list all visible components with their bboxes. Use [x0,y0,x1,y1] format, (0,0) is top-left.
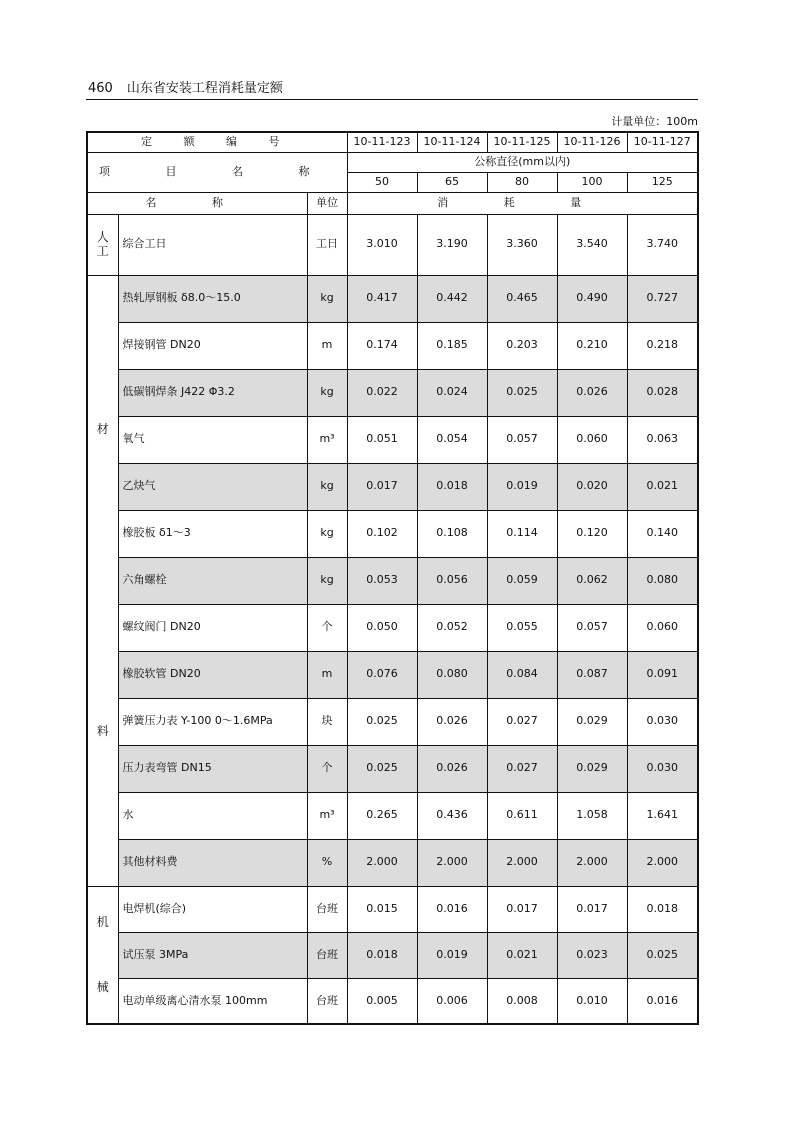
diameter-value: 100 [557,172,627,192]
consumption-value: 0.060 [557,416,627,463]
category-char: 人 [96,230,109,245]
consumption-value: 0.026 [417,745,487,792]
consumption-value: 0.727 [627,275,698,322]
consumption-value: 0.076 [347,651,417,698]
materials-row [87,463,698,510]
materials-row [87,275,698,322]
item-name: 氧气 [118,416,307,463]
col-name-header: 名 称 [87,192,307,214]
consumption-value: 0.055 [487,604,557,651]
consumption-value: 0.059 [487,557,557,604]
unit-note: 计量单位：100m [611,115,698,128]
quota-code-label: 定 额 编 号 [87,132,347,152]
item-name: 橡胶软管 DN20 [118,651,307,698]
consumption-value: 0.091 [627,651,698,698]
consumption-value: 1.641 [627,792,698,839]
consumption-value: 2.000 [417,839,487,886]
consumption-value: 0.010 [557,978,627,1024]
materials-row [87,651,698,698]
item-name: 弹簧压力表 Y-100 0～1.6MPa [118,698,307,745]
consumption-value: 0.017 [347,463,417,510]
consumption-value: 0.080 [627,557,698,604]
machinery-row [87,932,698,978]
item-unit: kg [307,510,347,557]
item-unit: 台班 [307,978,347,1024]
quota-code: 10-11-125 [487,132,557,152]
consumption-value: 0.051 [347,416,417,463]
item-name: 压力表弯管 DN15 [118,745,307,792]
item-name: 橡胶板 δ1～3 [118,510,307,557]
consumption-value: 0.417 [347,275,417,322]
consumption-value: 2.000 [627,839,698,886]
consumption-value: 0.027 [487,745,557,792]
item-name: 综合工日 [118,214,307,275]
consumption-value: 0.050 [347,604,417,651]
consumption-value: 0.021 [487,932,557,978]
consumption-value: 3.010 [347,214,417,275]
consumption-value: 0.027 [487,698,557,745]
consumption-value: 0.006 [417,978,487,1024]
consumption-value: 0.008 [487,978,557,1024]
consumption-value: 0.017 [487,886,557,932]
quota-code: 10-11-123 [347,132,417,152]
consumption-value: 0.080 [417,651,487,698]
consumption-value: 0.016 [417,886,487,932]
consumption-value: 0.018 [627,886,698,932]
consumption-value: 0.016 [627,978,698,1024]
item-unit: 个 [307,604,347,651]
item-unit: m³ [307,792,347,839]
consumption-value: 2.000 [557,839,627,886]
item-name: 试压泵 3MPa [118,932,307,978]
consumption-value: 0.030 [627,745,698,792]
materials-row [87,369,698,416]
consumption-value: 0.174 [347,322,417,369]
header-rule [86,99,698,100]
col-unit-header: 单位 [307,192,347,214]
materials-row [87,745,698,792]
item-name: 电焊机(综合) [118,886,307,932]
category-char: 料 [96,723,109,738]
quota-code-row [87,132,698,152]
diameter-value: 80 [487,172,557,192]
quota-table [86,131,699,1025]
diameter-label: 公称直径(mm以内) [347,152,698,172]
consumption-value: 0.030 [627,698,698,745]
consumption-value: 0.102 [347,510,417,557]
consumption-value: 0.108 [417,510,487,557]
consumption-value: 0.063 [627,416,698,463]
machinery-row [87,978,698,1024]
category-char: 械 [96,979,109,994]
machinery-row [87,886,698,932]
consumption-value: 0.084 [487,651,557,698]
consumption-value: 0.054 [417,416,487,463]
item-name: 焊接钢管 DN20 [118,322,307,369]
materials-row [87,322,698,369]
consumption-value: 3.360 [487,214,557,275]
item-name: 其他材料费 [118,839,307,886]
diameter-value: 125 [627,172,698,192]
consumption-value: 0.023 [557,932,627,978]
consumption-value: 0.025 [627,932,698,978]
item-unit: m³ [307,416,347,463]
consumption-value: 0.025 [347,698,417,745]
page-header [88,74,698,96]
consumption-value: 0.029 [557,698,627,745]
item-name: 热轧厚钢板 δ8.0～15.0 [118,275,307,322]
consumption-value: 0.019 [487,463,557,510]
consumption-value: 0.057 [487,416,557,463]
item-unit: m [307,322,347,369]
col-consumption-header: 消 耗 量 [347,192,698,214]
consumption-value: 0.120 [557,510,627,557]
consumption-value: 0.611 [487,792,557,839]
item-unit: 台班 [307,932,347,978]
page-number: 460 [88,81,113,96]
item-unit: 个 [307,745,347,792]
category-char: 机 [96,914,109,929]
materials-row [87,792,698,839]
consumption-value: 0.018 [417,463,487,510]
materials-row [87,698,698,745]
consumption-value: 0.021 [627,463,698,510]
consumption-value: 0.056 [417,557,487,604]
consumption-value: 1.058 [557,792,627,839]
item-name: 螺纹阀门 DN20 [118,604,307,651]
category-char: 工 [96,243,109,258]
item-name: 电动单级离心清水泵 100mm [118,978,307,1024]
consumption-value: 2.000 [347,839,417,886]
item-unit: 块 [307,698,347,745]
materials-row [87,510,698,557]
consumption-value: 0.087 [557,651,627,698]
consumption-value: 0.028 [627,369,698,416]
category-char: 材 [96,422,109,437]
consumption-value: 0.017 [557,886,627,932]
item-name: 低碳钢焊条 J422 Φ3.2 [118,369,307,416]
consumption-value: 0.018 [347,932,417,978]
item-unit: kg [307,369,347,416]
labor-category [87,214,118,275]
consumption-value: 0.029 [557,745,627,792]
item-name: 六角螺栓 [118,557,307,604]
item-name-label: 项 目 名 称 [87,152,347,192]
materials-row [87,839,698,886]
diameter-value: 50 [347,172,417,192]
item-unit: % [307,839,347,886]
consumption-value: 0.114 [487,510,557,557]
consumption-value: 0.024 [417,369,487,416]
consumption-value: 3.540 [557,214,627,275]
consumption-value: 2.000 [487,839,557,886]
consumption-value: 0.026 [557,369,627,416]
consumption-value: 0.210 [557,322,627,369]
quota-code: 10-11-124 [417,132,487,152]
consumption-value: 3.190 [417,214,487,275]
materials-row [87,557,698,604]
consumption-value: 0.020 [557,463,627,510]
materials-row [87,416,698,463]
consumption-value: 0.442 [417,275,487,322]
consumption-value: 0.185 [417,322,487,369]
item-name: 水 [118,792,307,839]
consumption-value: 0.052 [417,604,487,651]
diameter-value: 65 [417,172,487,192]
diameter-label-row [87,152,698,172]
quota-code: 10-11-127 [627,132,698,152]
item-unit: kg [307,463,347,510]
consumption-value: 0.062 [557,557,627,604]
consumption-value: 0.490 [557,275,627,322]
item-unit: kg [307,557,347,604]
consumption-value: 3.740 [627,214,698,275]
materials-row [87,604,698,651]
column-header-row [87,192,698,214]
item-unit: m [307,651,347,698]
item-name: 乙炔气 [118,463,307,510]
item-unit: kg [307,275,347,322]
machinery-category [87,886,118,1024]
consumption-value: 0.265 [347,792,417,839]
materials-category [87,275,118,886]
book-title: 山东省安装工程消耗量定额 [126,81,283,96]
consumption-value: 0.025 [347,745,417,792]
consumption-value: 0.005 [347,978,417,1024]
consumption-value: 0.203 [487,322,557,369]
quota-code: 10-11-126 [557,132,627,152]
consumption-value: 0.057 [557,604,627,651]
consumption-value: 0.019 [417,932,487,978]
consumption-value: 0.218 [627,322,698,369]
consumption-value: 0.060 [627,604,698,651]
consumption-value: 0.436 [417,792,487,839]
consumption-value: 0.140 [627,510,698,557]
item-unit: 工日 [307,214,347,275]
consumption-value: 0.053 [347,557,417,604]
consumption-value: 0.025 [487,369,557,416]
consumption-value: 0.026 [417,698,487,745]
labor-row [87,214,698,275]
consumption-value: 0.015 [347,886,417,932]
item-unit: 台班 [307,886,347,932]
consumption-value: 0.465 [487,275,557,322]
consumption-value: 0.022 [347,369,417,416]
